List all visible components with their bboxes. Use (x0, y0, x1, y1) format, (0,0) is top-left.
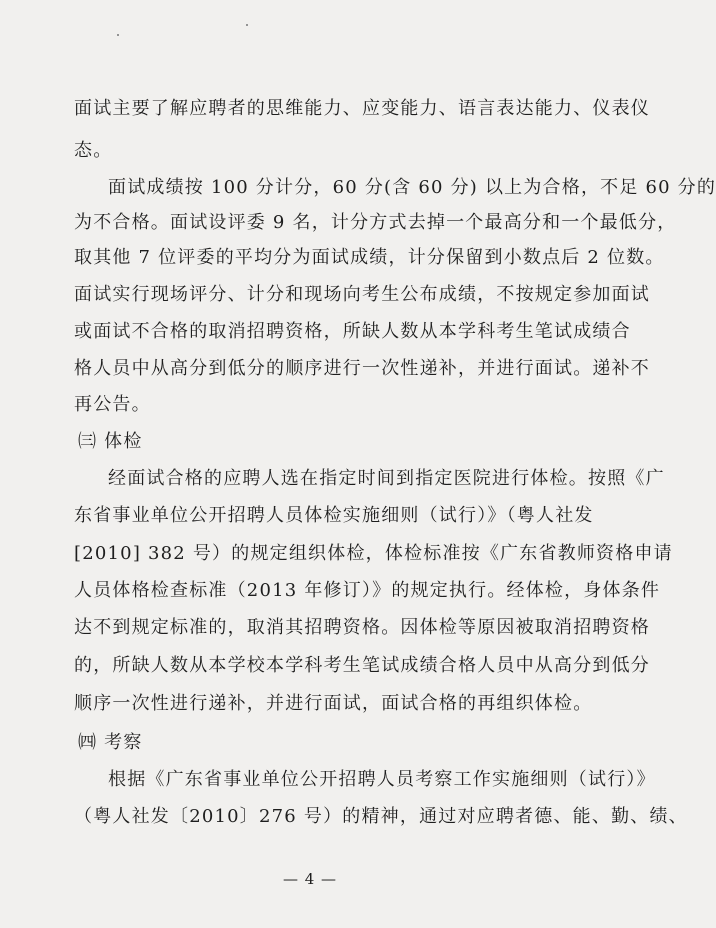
text-line: 面试成绩按 100 分计分，60 分(含 60 分) 以上为合格，不足 60 分的 (108, 177, 716, 198)
text-line: 态。 (74, 140, 113, 161)
text-line: 面试主要了解应聘者的思维能力、应变能力、语言表达能力、仪表仪 (74, 98, 650, 119)
text-line: 的，所缺人数从本学校本学科考生笔试成绩合格人员中从高分到低分 (74, 655, 650, 676)
text-line: 面试实行现场评分、计分和现场向考生公布成绩，不按规定参加面试 (74, 284, 650, 305)
text-line: 人员体格检查标准（2013 年修订）》的规定执行。经体检，身体条件 (74, 580, 661, 601)
text-line: 达不到规定标准的，取消其招聘资格。因体检等原因被取消招聘资格 (74, 617, 650, 638)
section-heading-inspection: ㈣ 考察 (78, 732, 143, 753)
text-line: 经面试合格的应聘人选在指定时间到指定医院进行体检。按照《广 (108, 468, 665, 489)
text-line: 再公告。 (74, 394, 151, 415)
scan-speck (246, 24, 248, 26)
text-line: 顺序一次性进行递补，并进行面试，面试合格的再组织体检。 (74, 693, 593, 714)
section-heading-physical-exam: ㈢ 体检 (78, 431, 143, 452)
scan-speck (117, 34, 119, 36)
text-line: 取其他 7 位评委的平均分为面试成绩，计分保留到小数点后 2 位数。 (74, 247, 665, 268)
text-line: 根据《广东省事业单位公开招聘人员考察工作实施细则（试行）》 (108, 769, 656, 790)
text-line: 或面试不合格的取消招聘资格，所缺人数从本学科考生笔试成绩合 (74, 321, 631, 342)
text-line: 东省事业单位公开招聘人员体检实施细则（试行）》（粤人社发 (74, 505, 594, 526)
text-line: （粤人社发〔2010〕276 号）的精神，通过对应聘者德、能、勤、绩、 (74, 806, 688, 827)
text-line: [2010] 382 号）的规定组织体检，体检标准按《广东省教师资格申请 (74, 543, 673, 564)
text-line: 为不合格。面试设评委 9 名，计分方式去掉一个最高分和一个最低分， (74, 212, 677, 233)
text-line: 格人员中从高分到低分的顺序进行一次性递补，并进行面试。递补不 (74, 358, 650, 379)
page-number: — 4 — (282, 870, 338, 888)
